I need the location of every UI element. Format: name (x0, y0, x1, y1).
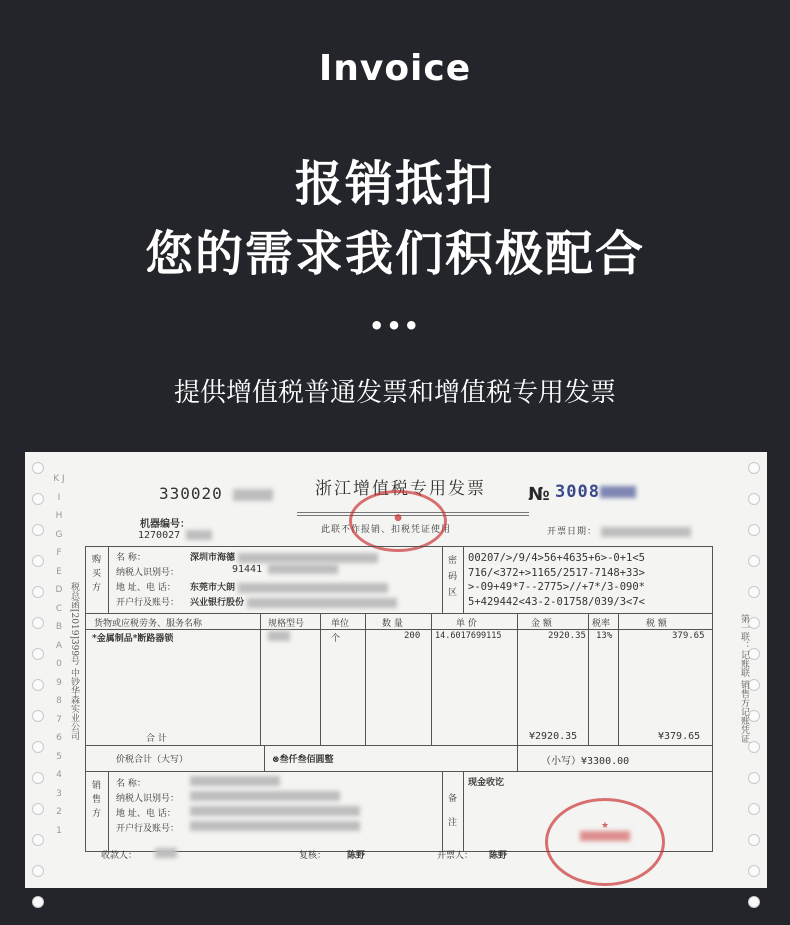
buyer-bank-label: 开户行及账号： (116, 598, 180, 608)
remark-label: 备注 (448, 794, 458, 828)
buyer-section-label: 购买方 (92, 555, 102, 593)
item-amount: 2920.35 (548, 631, 586, 641)
remark-text: 现金收讫 (468, 778, 505, 788)
item-spec (268, 631, 290, 642)
item-rate: 13% (596, 631, 613, 641)
total-amount: ¥2920.35 (529, 731, 578, 742)
buyer-name-label: 名 称： (116, 553, 146, 563)
grand-total-label: 价税合计（大写） (116, 755, 189, 765)
invoice-title: 浙江增值税专用发票 (315, 479, 486, 499)
grand-total-number: （小写）¥3300.00 (541, 756, 630, 767)
side-letters: K J I H G F E D C B A 0 9 8 7 6 5 4 3 2 1 (53, 474, 65, 836)
buyer-bank: 兴业银行股份 (190, 595, 397, 608)
buyer-tax-id: 91441 (232, 564, 338, 575)
reviewer-label: 复核： (299, 851, 327, 861)
signature-row (85, 846, 711, 864)
dots-divider: ••• (368, 312, 422, 340)
item-tax: 379.65 (672, 631, 705, 641)
seller-bank-label: 开户行及账号： (116, 824, 180, 834)
col-spec-header: 规格型号 (268, 619, 305, 629)
issuer-label: 开票人： (437, 851, 474, 861)
subtitle: 提供增值税普通发票和增值税专用发票 (173, 378, 616, 408)
col-qty-header: 数 量 (382, 619, 403, 629)
item-qty: 200 (404, 631, 421, 641)
invoice-code: 330020 (159, 484, 273, 503)
reviewer-name: 陈野 (347, 851, 366, 861)
invoice-image (25, 452, 767, 888)
buyer-address: 东莞市大朗 (190, 580, 388, 593)
col-amount-header: 金 额 (531, 619, 552, 629)
col-name-header: 货物或应税劳务、服务名称 (94, 619, 203, 629)
number-label: № (528, 484, 550, 505)
headline-line-2: 您的需求我们积极配合 (144, 226, 645, 282)
col-unit-header: 单位 (331, 619, 350, 629)
copy-note: 第一联：记账联 销售方记账凭证 (739, 614, 749, 743)
buyer-address-label: 地 址、电 话： (116, 583, 176, 593)
date-label: 开票日期： (547, 524, 691, 537)
hero-title: Invoice (318, 48, 472, 89)
supervision-stamp: ● (349, 490, 447, 552)
grand-total-words: ⊗叁仟叁佰圆整 (272, 755, 334, 765)
seller-tax-id-label: 纳税人识别号： (116, 794, 180, 804)
seller-address (190, 806, 360, 817)
seller-tax-id (190, 791, 340, 802)
item-price: 14.6017699115 (435, 631, 502, 641)
headline-line-1: 报销抵扣 (294, 156, 495, 212)
cipher-label: 密码区 (448, 556, 458, 598)
seller-section-label: 销售方 (92, 781, 102, 819)
perforation-holes-left (27, 452, 49, 888)
total-label: 合 计 (146, 734, 167, 744)
item-name: *金属制品*断路器锁 (92, 634, 174, 644)
printer-note: 税总函[2019]399号 中钞华森实业公司 (69, 582, 79, 740)
seller-stamp: ★ (545, 798, 665, 886)
col-rate-header: 税率 (592, 619, 611, 629)
invoice-number: 3008 (555, 482, 636, 502)
machine-label: 机器编号： (140, 519, 190, 530)
buyer-name: 深圳市海德 (190, 550, 378, 563)
seller-name (190, 776, 280, 787)
col-tax-header: 税 额 (646, 619, 667, 629)
seller-name-label: 名 称： (116, 779, 146, 789)
buyer-tax-id-label: 纳税人识别号： (116, 568, 180, 578)
item-unit: 个 (331, 634, 341, 644)
cipher-block: 00207/>/9/4>56+4635+6>-0+1<5 716/<372+>1165/2517-7148+33> >-09+49*7--2775>//+7*/3-090* 5+429442<43-2-01758/039/3<7< (468, 552, 646, 608)
col-price-header: 单 价 (456, 619, 477, 629)
seller-bank (190, 821, 360, 832)
invoice-note: 此联不作报销、扣税凭证使用 (321, 525, 452, 535)
payee-label: 收款人： (101, 851, 138, 861)
machine-number: 1270027 (138, 530, 212, 541)
seller-address-label: 地 址、电 话： (116, 809, 176, 819)
payee-name (155, 848, 177, 859)
total-tax: ¥379.65 (658, 731, 701, 742)
issuer-name: 陈野 (489, 851, 508, 861)
